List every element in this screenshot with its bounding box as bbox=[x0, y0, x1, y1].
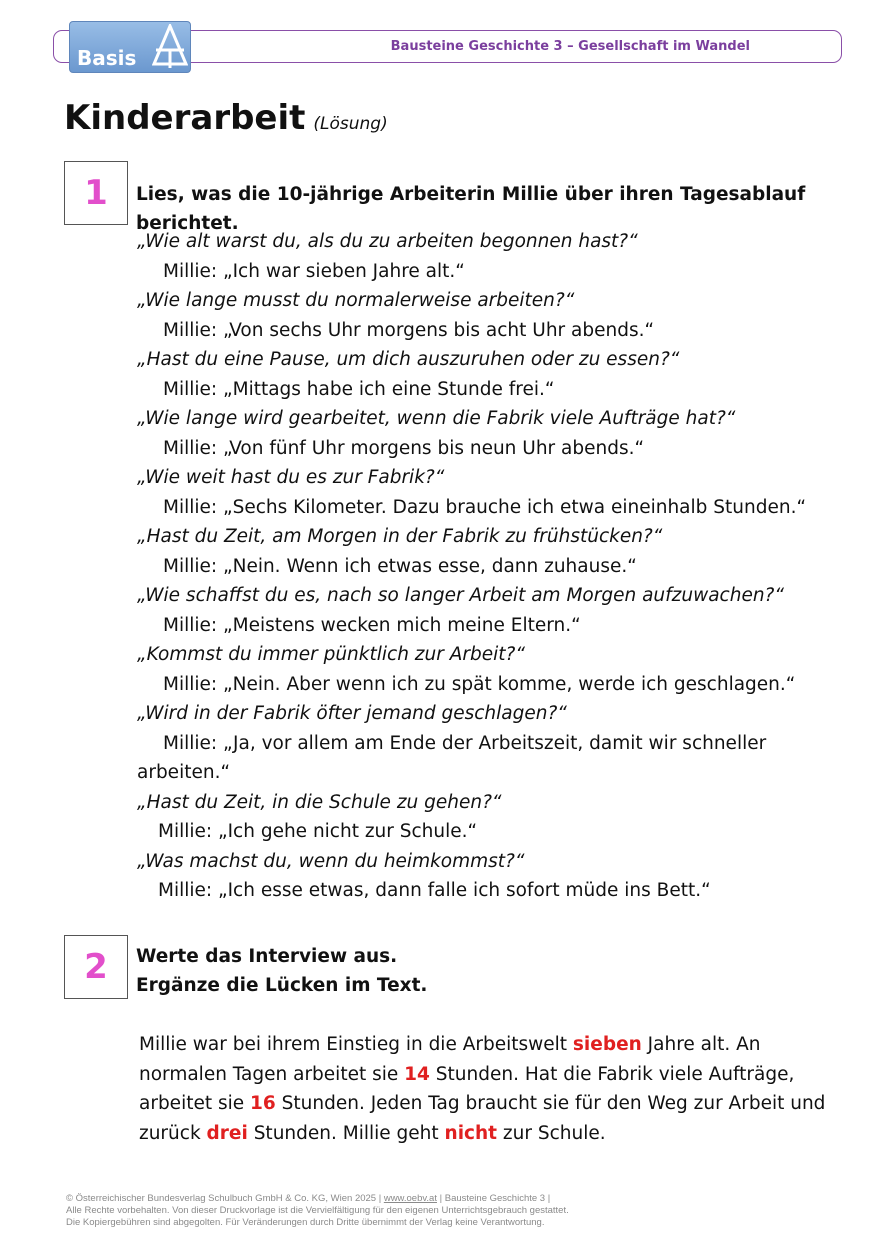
interview-question: „Hast du Zeit, am Morgen in der Fabrik zu frühstücken?“ bbox=[137, 526, 663, 547]
gap-answer-age: sieben bbox=[572, 1034, 642, 1055]
interview-question: „Wie lange wird gearbeitet, wenn die Fabrik viele Aufträge hat?“ bbox=[137, 408, 736, 429]
interview-answer: Millie: „Nein. Aber wenn ich zu spät komme, werde ich geschlagen.“ bbox=[163, 673, 796, 695]
summary-part: Millie war bei ihrem Einstieg in die Arbeitswelt bbox=[139, 1034, 573, 1055]
interview-answer: Millie: „Sechs Kilometer. Dazu brauche ich etwa eineinhalb Stunden.“ bbox=[163, 496, 807, 518]
interview-question: „Was machst du, wenn du heimkommst?“ bbox=[137, 850, 525, 872]
footer-line3: Die Kopiergebühren sind abgegolten. Für Veränderungen durch Dritte übernimmt der Verlag keine Verantwortung. bbox=[66, 1217, 545, 1228]
interview-answer: Millie: „Meistens wecken mich meine Eltern.“ bbox=[163, 614, 581, 636]
gap-answer-busy-hours: 16 bbox=[250, 1093, 276, 1114]
copyright-footer bbox=[66, 1193, 569, 1229]
summary-part: Stunden. Jeden Tag braucht sie für den Weg zur Arbeit und zurück bbox=[139, 1093, 826, 1144]
interview-question: „Wie weit hast du es zur Fabrik?“ bbox=[137, 467, 445, 488]
gap-answer-commute-hours: drei bbox=[206, 1122, 248, 1144]
interview-answer: Millie: „Ich esse etwas, dann falle ich sofort müde ins Bett.“ bbox=[158, 880, 711, 901]
gap-answer-school: nicht bbox=[444, 1122, 498, 1144]
summary-part: Stunden. Hat die Fabrik viele Aufträge, arbeitet sie bbox=[139, 1063, 795, 1114]
footer-line1 bbox=[66, 1193, 569, 1205]
summary-part: zur Schule. bbox=[497, 1122, 606, 1144]
page-title-main: Kinderarbeit bbox=[64, 98, 306, 138]
interview-question: „Wie lange musst du normalerweise arbeiten?“ bbox=[137, 290, 575, 311]
interview-question: „Hast du eine Pause, um dich auszuruhen oder zu essen?“ bbox=[137, 349, 680, 370]
interview-answer-continued: arbeiten.“ bbox=[137, 762, 231, 783]
task-1-number: 1 bbox=[64, 161, 128, 225]
summary-part: Stunden. Millie geht bbox=[247, 1122, 445, 1144]
interview-answer: Millie: „Mittags habe ich eine Stunde frei.“ bbox=[163, 378, 555, 400]
basis-logo bbox=[69, 21, 191, 73]
interview-question: „Wie schaffst du es, nach so langer Arbeit am Morgen aufzuwachen?“ bbox=[137, 585, 784, 606]
interview-question: „Wird in der Fabrik öfter jemand geschlagen?“ bbox=[137, 703, 567, 724]
footer-copyright: © Österreichischer Bundesverlag Schulbuch GmbH & Co. KG, Wien 2025 | bbox=[66, 1193, 384, 1204]
task-2-instruction bbox=[136, 942, 427, 1000]
interview-answer: Millie: „Ich war sieben Jahre alt.“ bbox=[163, 260, 465, 282]
page-title bbox=[64, 98, 388, 138]
triangle-logo-icon bbox=[152, 24, 188, 70]
interview-answer: Millie: „Nein. Wenn ich etwas esse, dann zuhause.“ bbox=[163, 555, 637, 577]
footer-line2: Alle Rechte vorbehalten. Von dieser Druckvorlage ist die Vervielfältigung für den eigenen Unterrichtsgebrauch gestattet. bbox=[66, 1205, 569, 1216]
interview-question: „Wie alt warst du, als du zu arbeiten begonnen hast?“ bbox=[137, 231, 638, 252]
interview bbox=[137, 227, 837, 906]
task-1-instruction: Lies, was die 10-jährige Arbeiterin Millie über ihren Tagesablauf berichtet. bbox=[136, 184, 806, 234]
logo-text: Basis bbox=[77, 46, 137, 70]
summary-text bbox=[139, 1030, 839, 1148]
interview-answer: Millie: „Von fünf Uhr morgens bis neun Uhr abends.“ bbox=[163, 437, 645, 459]
gap-answer-normal-hours: 14 bbox=[404, 1063, 430, 1085]
interview-question: „Kommst du immer pünktlich zur Arbeit?“ bbox=[137, 644, 525, 665]
series-title: Bausteine Geschichte 3 – Gesellschaft im Wandel bbox=[390, 39, 750, 54]
publisher-link[interactable]: www.oebv.at bbox=[383, 1193, 437, 1204]
footer-book: | Bausteine Geschichte 3 | bbox=[436, 1193, 551, 1204]
interview-answer: Millie: „Ja, vor allem am Ende der Arbeitszeit, damit wir schneller bbox=[163, 732, 767, 754]
interview-answer: Millie: „Von sechs Uhr morgens bis acht Uhr abends.“ bbox=[163, 319, 655, 341]
interview-question: „Hast du Zeit, in die Schule zu gehen?“ bbox=[137, 791, 502, 813]
summary-part: Jahre alt. An normalen Tagen arbeitet sie bbox=[139, 1034, 761, 1085]
interview-answer: Millie: „Ich gehe nicht zur Schule.“ bbox=[158, 821, 478, 842]
task-2-number: 2 bbox=[64, 935, 128, 999]
page-title-note: (Lösung) bbox=[313, 114, 388, 134]
task-2-instruction-line2: Ergänze die Lücken im Text. bbox=[136, 975, 428, 996]
task-2-instruction-line1: Werte das Interview aus. bbox=[136, 946, 398, 967]
